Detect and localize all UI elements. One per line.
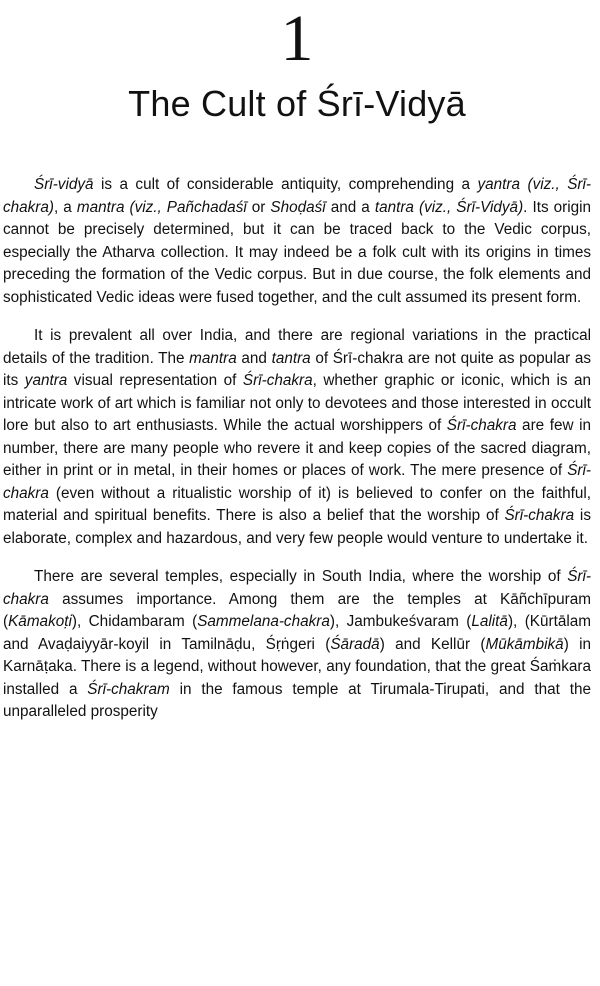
paragraph-1	[3, 174, 591, 309]
paragraph-2	[3, 325, 591, 550]
italic-term: tantra	[271, 349, 311, 367]
italic-term: Śrī-chakram	[87, 680, 170, 698]
text-run: is a cult of considerable antiquity, comprehending a	[93, 176, 478, 193]
text-run: . Its origin cannot be precisely determined, but it can be traced back to the Vedic corpus, especially the Atharva collection. It may indeed be a folk cult with its origins in times preceding the formation of the Vedic corpus. But in due course, the folk elements and sophisticated Vedic ideas were fused together, and the cult assumed its present form.	[3, 198, 592, 306]
italic-term: Śrī-chakra	[242, 372, 313, 389]
text-run: There are several temples, especially in South India, where the worship of	[34, 568, 568, 585]
text-run: ) in Karnāṭaka. There is a legend, without however, any foundation, that the great Śaṁkara installed a	[3, 635, 592, 698]
text-run: and	[236, 349, 272, 367]
paragraph-3	[3, 566, 591, 724]
text-run: assumes importance. Among them are the temples at Kāñchīpuram (	[3, 590, 591, 630]
text-run: and a	[325, 198, 375, 216]
text-run: (even without a ritualistic worship of it) is believed to confer on the faithful, material and spiritual benefits. There is also a belief that the worship of	[3, 484, 591, 524]
text-run: , whether graphic or iconic, which is an intricate work of art which is familiar not only to devotees and those interested in occult lore but also to art enthusiasts. While the actual worshippers of	[3, 372, 591, 434]
text-run: ), (Kūrtālam and Avaḍaiyyār-koyil in Tamilnāḍu, Śṛṅgeri (	[3, 613, 592, 653]
text-run: It is prevalent all over India, and there are regional variations in the practical details of the tradition. The	[3, 327, 591, 367]
italic-term: Kāmakoṭi	[8, 613, 72, 630]
italic-term: Lalitā	[471, 613, 508, 630]
italic-term: Shoḍaśī	[270, 198, 326, 216]
text-run: are few in number, there are many people who revere it and keep copies of the sacred diagram, either in print or in metal, in their homes or places of work. The mere presence of	[3, 417, 591, 479]
text-run: ), Jambukeśvaram (	[329, 613, 472, 630]
italic-term: Mūkāmbikā	[485, 635, 564, 653]
italic-term: Sammelana-chakra	[197, 613, 330, 630]
text-run: in the famous temple at Tirumala-Tirupati, and that the unparalleled prosperity	[3, 680, 591, 720]
text-run: is elaborate, complex and hazardous, and very few people would venture to undertake it.	[3, 507, 591, 547]
italic-term: Śrī-chakra	[3, 462, 591, 502]
text-run: , a	[54, 198, 77, 216]
italic-term: yantra (viz., Śrī-chakra)	[3, 176, 592, 216]
text-run: ), Chidambaram (	[71, 613, 198, 630]
italic-term: mantra (viz., Pañchadaśī	[76, 198, 247, 216]
italic-term: Śrī-chakra	[446, 417, 517, 434]
text-run: or	[246, 198, 271, 216]
chapter-body	[3, 174, 591, 724]
italic-term: Śrī-chakra	[504, 507, 575, 524]
italic-term: yantra	[24, 372, 68, 389]
text-run: ) and Kellūr (	[379, 635, 486, 653]
text-run: of Śrī-chakra are not quite as popular as its	[3, 349, 591, 389]
italic-term: mantra	[189, 349, 237, 367]
italic-term: Śrī-vidyā	[34, 176, 94, 193]
italic-term: Śrī-chakra	[3, 568, 591, 608]
chapter-title: The Cult of Śrī-Vidyā	[128, 83, 466, 124]
italic-term: tantra (viz., Śrī-Vidyā)	[374, 198, 524, 216]
text-run: visual representation of	[67, 372, 243, 389]
chapter-number: 1	[280, 6, 314, 62]
italic-term: Śāradā	[330, 635, 380, 653]
